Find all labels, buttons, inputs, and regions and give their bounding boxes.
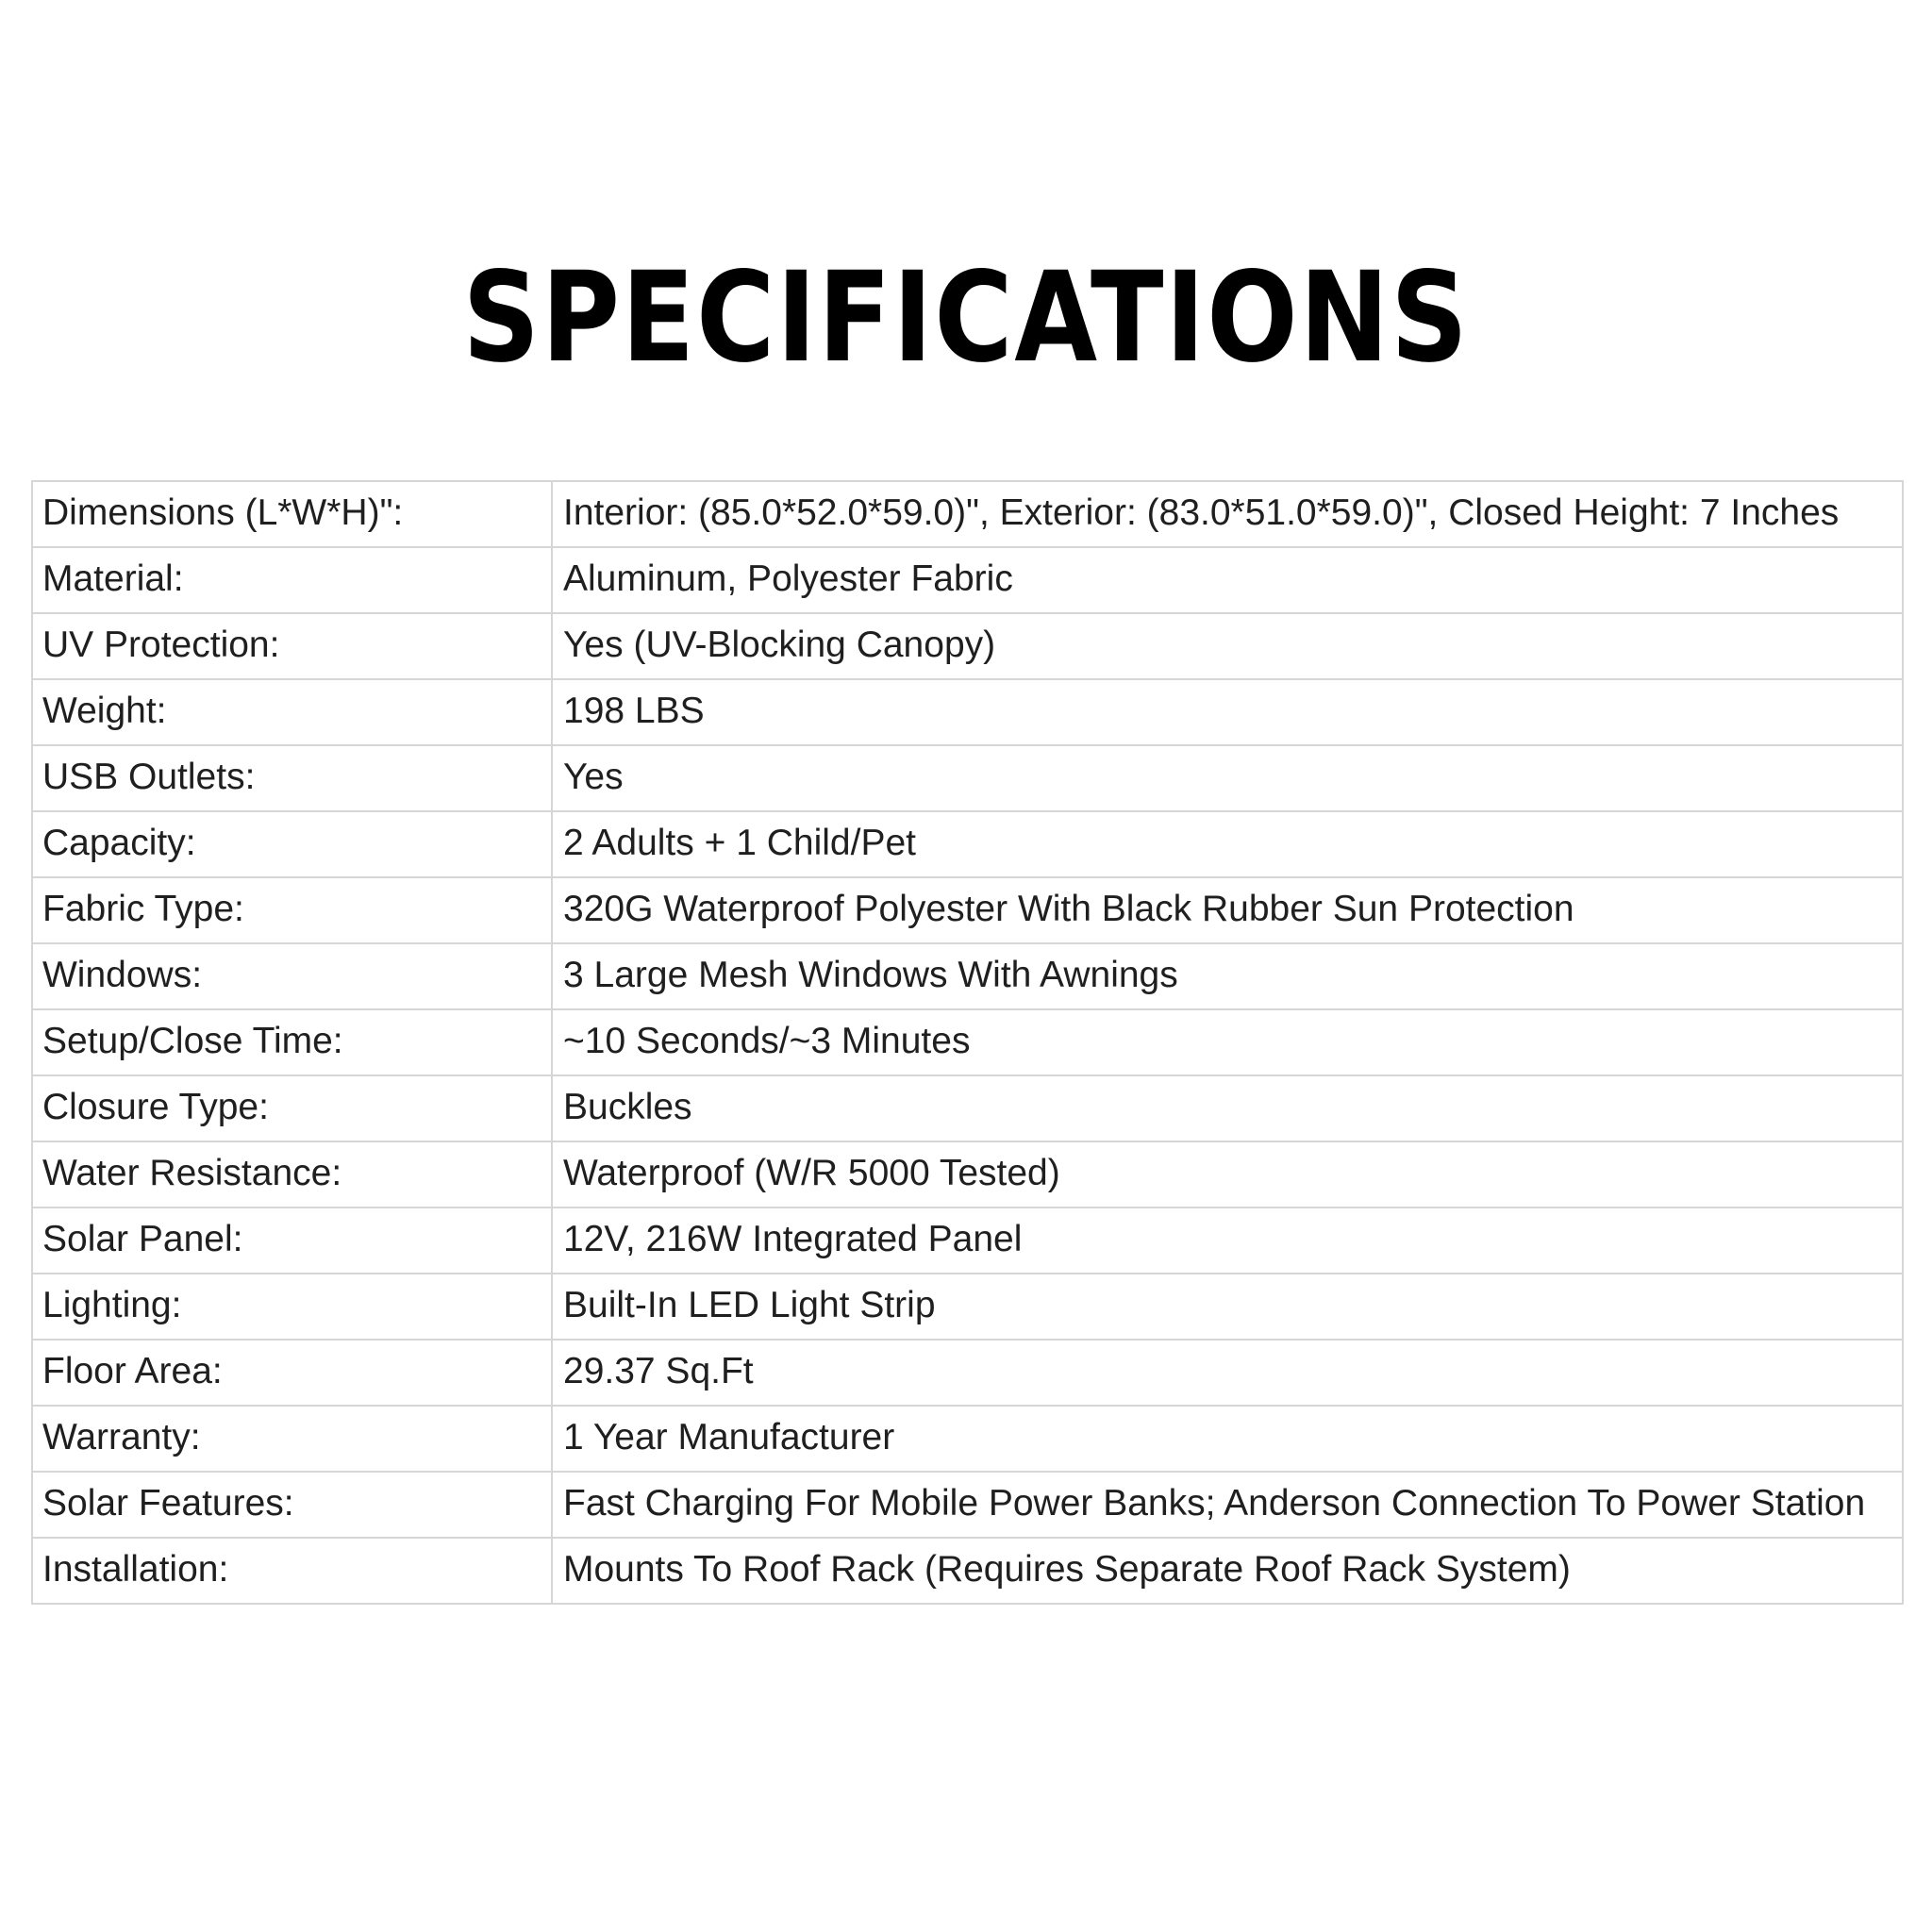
spec-value: Buckles [552,1075,1903,1141]
spec-value: 12V, 216W Integrated Panel [552,1208,1903,1274]
table-row [32,679,1903,745]
spec-value: Interior: (85.0*52.0*59.0)", Exterior: (83.0*51.0*59.0)", Closed Height: 7 Inches [552,481,1903,547]
table-row [32,613,1903,679]
spec-label: Dimensions (L*W*H)": [32,481,552,547]
table-row [32,1472,1903,1538]
spec-label: Weight: [32,679,552,745]
spec-label: Setup/Close Time: [32,1009,552,1075]
table-row [32,877,1903,943]
table-row [32,1141,1903,1208]
spec-value: 3 Large Mesh Windows With Awnings [552,943,1903,1009]
spec-value: Yes (UV-Blocking Canopy) [552,613,1903,679]
spec-value: 2 Adults + 1 Child/Pet [552,811,1903,877]
spec-label: Floor Area: [32,1340,552,1406]
table-row [32,1075,1903,1141]
spec-label: UV Protection: [32,613,552,679]
spec-label: Solar Panel: [32,1208,552,1274]
spec-label: Windows: [32,943,552,1009]
spec-label: Water Resistance: [32,1141,552,1208]
spec-value: Fast Charging For Mobile Power Banks; Anderson Connection To Power Station [552,1472,1903,1538]
spec-label: Installation: [32,1538,552,1604]
spec-value: 198 LBS [552,679,1903,745]
spec-label: USB Outlets: [32,745,552,811]
spec-value: 320G Waterproof Polyester With Black Rubber Sun Protection [552,877,1903,943]
spec-value: 1 Year Manufacturer [552,1406,1903,1472]
page-title: SPECIFICATIONS [462,245,1470,391]
spec-label: Closure Type: [32,1075,552,1141]
table-row [32,1208,1903,1274]
spec-label: Lighting: [32,1274,552,1340]
spec-label: Capacity: [32,811,552,877]
table-row [32,481,1903,547]
specifications-table [31,480,1904,1605]
spec-value: Aluminum, Polyester Fabric [552,547,1903,613]
spec-label: Solar Features: [32,1472,552,1538]
table-row [32,1009,1903,1075]
spec-value: Waterproof (W/R 5000 Tested) [552,1141,1903,1208]
table-row [32,1406,1903,1472]
spec-label: Material: [32,547,552,613]
spec-value: Built-In LED Light Strip [552,1274,1903,1340]
spec-label: Warranty: [32,1406,552,1472]
table-row [32,745,1903,811]
table-row [32,1538,1903,1604]
table-row [32,547,1903,613]
spec-label: Fabric Type: [32,877,552,943]
table-row [32,1274,1903,1340]
table-row [32,811,1903,877]
spec-value: Yes [552,745,1903,811]
spec-value: ~10 Seconds/~3 Minutes [552,1009,1903,1075]
spec-value: Mounts To Roof Rack (Requires Separate Roof Rack System) [552,1538,1903,1604]
table-row [32,943,1903,1009]
spec-value: 29.37 Sq.Ft [552,1340,1903,1406]
table-row [32,1340,1903,1406]
specifications-table-body [32,481,1903,1604]
